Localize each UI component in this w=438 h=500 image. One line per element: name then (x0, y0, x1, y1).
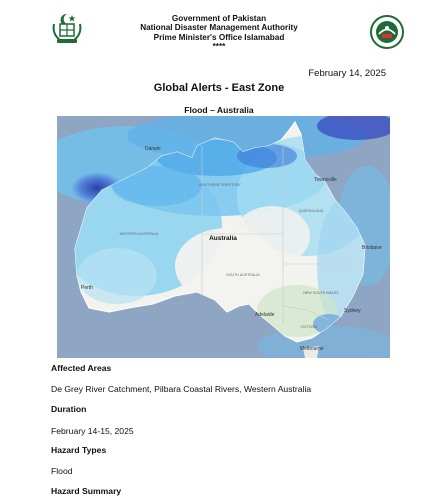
city-label-townsville: Townsville (314, 177, 337, 183)
region-label-nt: NORTHERN TERRITORY (199, 183, 241, 187)
region-label-wa: WESTERN AUSTRALIA (119, 232, 159, 236)
affected-areas-heading: Affected Areas (51, 363, 112, 373)
header-line-2: National Disaster Management Authority (140, 23, 298, 33)
hazard-summary-heading: Hazard Summary (51, 486, 122, 496)
region-label-vic: VICTORIA (300, 325, 318, 329)
header-organization (100, 14, 338, 52)
header-line-3: Prime Minister's Office Islamabad (153, 32, 285, 42)
page-title: Global Alerts - East Zone (153, 82, 285, 94)
city-label-darwin: Darwin (145, 146, 161, 152)
region-label-sa: SOUTH AUSTRALIA (226, 273, 260, 277)
duration-heading: Duration (51, 404, 87, 414)
city-label-adelaide: Adelaide (255, 312, 275, 318)
city-label-melbourne: Melbourne (300, 346, 324, 352)
city-label-perth: Perth (81, 285, 93, 291)
pakistan-emblem-icon (50, 12, 84, 46)
ndma-logo-icon (370, 15, 404, 49)
document-date: February 14, 2025 (308, 68, 386, 79)
hazard-types-heading: Hazard Types (51, 445, 107, 455)
country-label: Australia (209, 235, 237, 242)
australia-flood-map (57, 116, 390, 358)
city-label-brisbane: Brisbane (362, 245, 382, 251)
hazard-types-text: Flood (51, 466, 73, 476)
header-line-1: Government of Pakistan (171, 14, 267, 23)
duration-text: February 14-15, 2025 (51, 426, 134, 436)
city-label-sydney: Sydney (344, 308, 361, 314)
header-line-4: **** (212, 42, 226, 52)
affected-areas-text: De Grey River Catchment, Pilbara Coastal Rivers, Western Australia (51, 384, 312, 394)
page-subtitle: Flood – Australia (184, 105, 254, 115)
region-label-qld: QUEENSLAND (298, 209, 324, 213)
region-label-nsw: NEW SOUTH WALES (303, 291, 339, 295)
